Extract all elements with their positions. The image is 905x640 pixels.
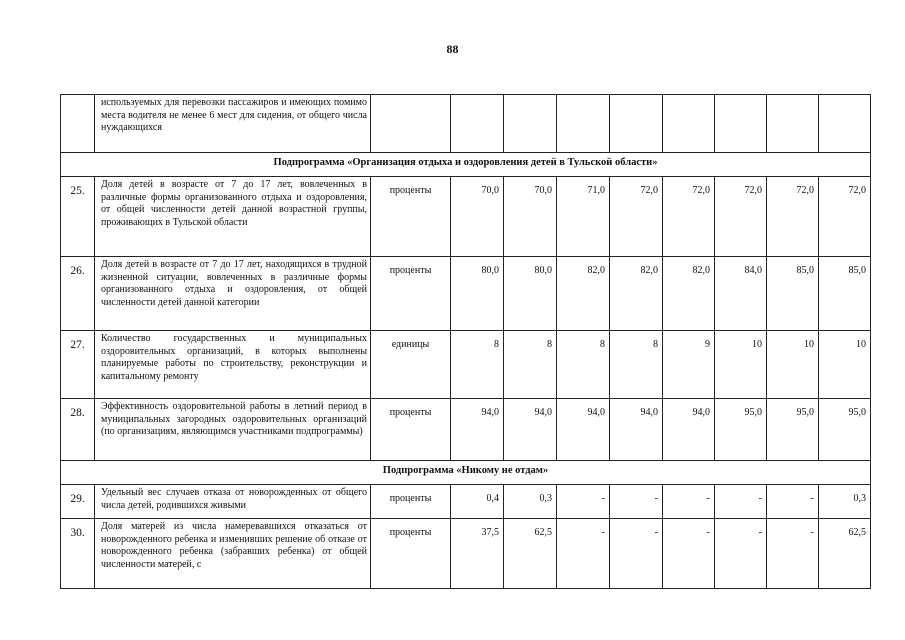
- value-cell: 94,0: [504, 399, 557, 461]
- value-cell: 37,5: [451, 519, 504, 589]
- value-cell: 72,0: [767, 177, 819, 257]
- section-title: Подпрограмма «Никому не отдам»: [61, 461, 871, 485]
- table-row: [61, 177, 871, 257]
- value-cell: 8: [451, 331, 504, 399]
- value-cell: 62,5: [819, 519, 871, 589]
- indicator-name: Доля детей в возрасте от 7 до 17 лет, вовлеченных в различные формы организованного отдыха и оздоровления, от общей численности детей данной возрастной группы, проживающих в Тульской области: [95, 177, 371, 257]
- value-cell: 70,0: [451, 177, 504, 257]
- value-cell: 94,0: [557, 399, 610, 461]
- unit-cell: проценты: [371, 257, 451, 331]
- value-cell: -: [610, 519, 663, 589]
- unit-cell: проценты: [371, 399, 451, 461]
- value-cell: 82,0: [663, 257, 715, 331]
- value-cell: 10: [715, 331, 767, 399]
- value-cell: 84,0: [715, 257, 767, 331]
- value-cell: [663, 95, 715, 153]
- section-row: [61, 153, 871, 177]
- value-cell: 95,0: [715, 399, 767, 461]
- value-cell: 62,5: [504, 519, 557, 589]
- value-cell: 10: [767, 331, 819, 399]
- value-cell: [767, 95, 819, 153]
- unit-cell: проценты: [371, 177, 451, 257]
- section-row: [61, 461, 871, 485]
- value-cell: 82,0: [610, 257, 663, 331]
- value-cell: -: [715, 519, 767, 589]
- indicator-name: Доля матерей из числа намеревавшихся отказаться от новорожденного ребенка и изменивших решение об отказе от новорожденного ребенка (забравших ребенка) от общей численности матерей, с: [95, 519, 371, 589]
- table-row: [61, 257, 871, 331]
- indicator-name: Удельный вес случаев отказа от новорожденных от общего числа детей, родившихся живыми: [95, 485, 371, 519]
- value-cell: 70,0: [504, 177, 557, 257]
- unit-cell: проценты: [371, 485, 451, 519]
- value-cell: [557, 95, 610, 153]
- row-number: 27.: [61, 331, 95, 399]
- value-cell: 72,0: [715, 177, 767, 257]
- value-cell: 94,0: [451, 399, 504, 461]
- row-number: 25.: [61, 177, 95, 257]
- row-number: [61, 95, 95, 153]
- value-cell: -: [767, 519, 819, 589]
- value-cell: 9: [663, 331, 715, 399]
- value-cell: [451, 95, 504, 153]
- table-row: [61, 519, 871, 589]
- value-cell: -: [663, 485, 715, 519]
- indicators-table: [60, 94, 871, 589]
- value-cell: [504, 95, 557, 153]
- table-body: [61, 95, 871, 589]
- row-number: 28.: [61, 399, 95, 461]
- value-cell: 80,0: [451, 257, 504, 331]
- value-cell: 10: [819, 331, 871, 399]
- row-number: 30.: [61, 519, 95, 589]
- value-cell: 0,4: [451, 485, 504, 519]
- page-number: 88: [446, 42, 459, 56]
- value-cell: 72,0: [663, 177, 715, 257]
- row-number: 29.: [61, 485, 95, 519]
- value-cell: [715, 95, 767, 153]
- value-cell: 0,3: [819, 485, 871, 519]
- value-cell: [819, 95, 871, 153]
- value-cell: 71,0: [557, 177, 610, 257]
- table-row: [61, 485, 871, 519]
- value-cell: 95,0: [819, 399, 871, 461]
- value-cell: 80,0: [504, 257, 557, 331]
- value-cell: -: [767, 485, 819, 519]
- value-cell: -: [715, 485, 767, 519]
- value-cell: 85,0: [819, 257, 871, 331]
- value-cell: 0,3: [504, 485, 557, 519]
- value-cell: 8: [610, 331, 663, 399]
- section-title: Подпрограмма «Организация отдыха и оздоровления детей в Тульской области»: [61, 153, 871, 177]
- unit-cell: проценты: [371, 519, 451, 589]
- value-cell: -: [663, 519, 715, 589]
- value-cell: 72,0: [610, 177, 663, 257]
- table-row: [61, 95, 871, 153]
- table-row: [61, 331, 871, 399]
- value-cell: 94,0: [663, 399, 715, 461]
- indicator-name: используемых для перевозки пассажиров и имеющих помимо места водителя не менее 6 мест для сидения, от общего числа нуждающихся: [95, 95, 371, 153]
- unit-cell: [371, 95, 451, 153]
- value-cell: [610, 95, 663, 153]
- value-cell: 85,0: [767, 257, 819, 331]
- unit-cell: единицы: [371, 331, 451, 399]
- value-cell: 95,0: [767, 399, 819, 461]
- value-cell: 8: [557, 331, 610, 399]
- value-cell: -: [557, 519, 610, 589]
- indicator-name: Эффективность оздоровительной работы в летний период в муниципальных загородных оздоровительных организаций (по организациям, являющимся участниками подпрограммы): [95, 399, 371, 461]
- table-row: [61, 399, 871, 461]
- value-cell: 8: [504, 331, 557, 399]
- value-cell: -: [610, 485, 663, 519]
- row-number: 26.: [61, 257, 95, 331]
- indicator-name: Доля детей в возрасте от 7 до 17 лет, находящихся в трудной жизненной ситуации, вовлеченных в различные формы организованного отдыха и оздоровления, от общей численности детей данной категории: [95, 257, 371, 331]
- value-cell: -: [557, 485, 610, 519]
- value-cell: 82,0: [557, 257, 610, 331]
- value-cell: 94,0: [610, 399, 663, 461]
- indicator-name: Количество государственных и муниципальных оздоровительных организаций, в которых выполнены планируемые работы по строительству, реконструкции и капитальному ремонту: [95, 331, 371, 399]
- value-cell: 72,0: [819, 177, 871, 257]
